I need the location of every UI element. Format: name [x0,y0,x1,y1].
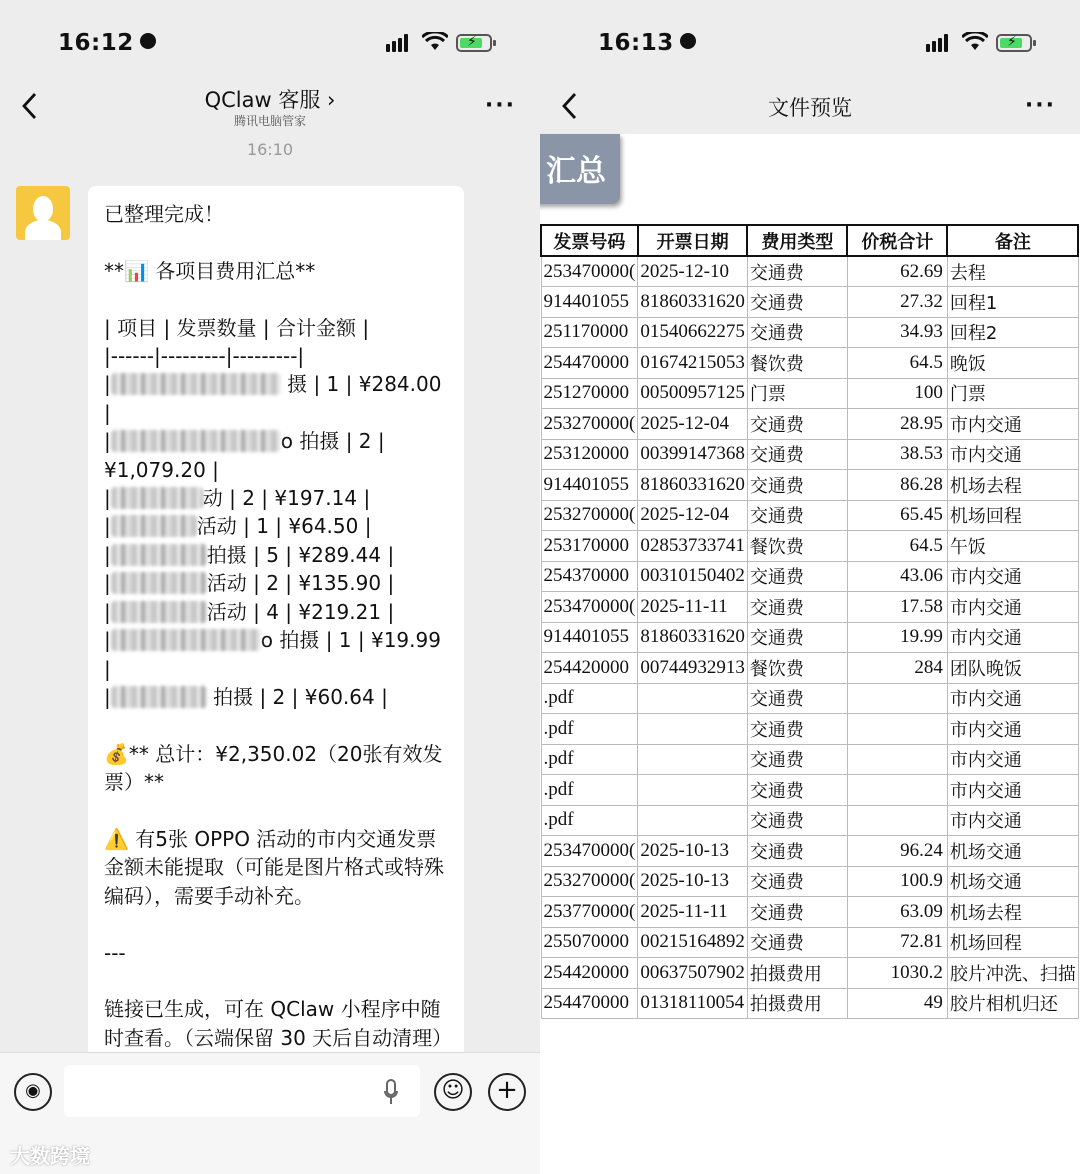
table-row [541,744,1078,775]
cell-invoice-no[interactable]: 254420000 [541,653,638,684]
cell-invoice-no[interactable]: .pdf [541,775,638,806]
cell-invoice-date[interactable]: 81860331620 [638,622,748,653]
cell-invoice-no[interactable]: .pdf [541,683,638,714]
plus-button[interactable]: + [488,1073,526,1111]
cell-note[interactable]: 回程2 [947,317,1078,348]
avatar[interactable] [16,186,70,240]
cell-expense-type[interactable]: 门票 [747,378,847,409]
table-row [541,500,1078,531]
header-total-amount: 价税合计 [847,225,947,256]
md-table-row: | 活动 | 1 | ¥64.50 | [104,514,372,539]
md-table-row: | 拍摄 | 5 | ¥289.44 | [104,542,395,567]
header-note: 备注 [947,225,1078,256]
cell-total-amount[interactable]: 63.09 [847,897,947,928]
cell-invoice-date[interactable] [638,775,748,806]
cell-total-amount[interactable]: 1030.2 [847,958,947,989]
header-invoice-date: 开票日期 [638,225,748,256]
cell-invoice-date[interactable] [638,714,748,745]
cell-expense-type[interactable]: 餐饮费 [747,531,847,562]
cell-invoice-date[interactable] [638,744,748,775]
cell-invoice-no[interactable]: 253270000( [541,500,638,531]
cell-total-amount[interactable]: 100.9 [847,866,947,897]
cell-expense-type[interactable]: 交通费 [747,500,847,531]
cell-invoice-date[interactable]: 01674215053 [638,348,748,379]
cell-expense-type[interactable]: 交通费 [747,836,847,867]
table-row [541,683,1078,714]
cell-total-amount[interactable]: 86.28 [847,470,947,501]
cell-invoice-date[interactable]: 2025-10-13 [638,836,748,867]
cell-note[interactable]: 市内交通 [947,409,1078,440]
cell-total-amount[interactable]: 284 [847,653,947,684]
message-timestamp: 16:10 [246,140,294,159]
header-invoice-no: 发票号码 [541,225,638,256]
cell-invoice-no[interactable]: 253120000 [541,439,638,470]
cell-note[interactable]: 去程 [947,256,1078,287]
cell-invoice-no[interactable]: 253770000( [541,897,638,928]
cell-invoice-date[interactable] [638,683,748,714]
md-table-row: | o 拍摄 | 1 | ¥19.99 | [104,628,448,681]
md-table-row: | 活动 | 4 | ¥219.21 | [104,599,395,624]
cell-invoice-date[interactable]: 2025-10-13 [638,866,748,897]
chart-icon: 📊 [124,258,149,283]
total-line: 💰** 总计：¥2,350.02（20张有效发票）** [104,741,443,795]
table-row [541,866,1078,897]
table-row [541,622,1078,653]
cell-invoice-date[interactable]: 81860331620 [638,287,748,318]
cell-note[interactable]: 市内交通 [947,714,1078,745]
microphone-icon[interactable] [384,1079,398,1107]
table-row [541,470,1078,501]
cell-invoice-no[interactable]: 914401055 [541,470,638,501]
cell-total-amount[interactable] [847,805,947,836]
more-button[interactable]: ··· [484,93,516,118]
cell-invoice-date[interactable]: 00637507902 [638,958,748,989]
cell-invoice-no[interactable]: 251270000 [541,378,638,409]
table-row [541,897,1078,928]
cell-expense-type[interactable]: 交通费 [747,256,847,287]
cell-total-amount[interactable]: 49 [847,988,947,1019]
more-button[interactable]: ··· [1024,93,1056,118]
cell-total-amount[interactable]: 62.69 [847,256,947,287]
cell-note[interactable]: 市内交通 [947,805,1078,836]
cell-expense-type[interactable]: 交通费 [747,714,847,745]
table-row [541,287,1078,318]
cell-total-amount[interactable]: 28.95 [847,409,947,440]
message-done-line: 已整理完成！ [104,202,224,226]
cell-total-amount[interactable] [847,683,947,714]
chevron-right-icon: › [327,88,336,112]
table-row [541,775,1078,806]
cell-note[interactable]: 机场交通 [947,866,1078,897]
cell-note[interactable]: 市内交通 [947,775,1078,806]
money-bag-icon: 💰 [104,741,129,766]
md-table-row: | 动 | 2 | ¥197.14 | [104,486,371,511]
cell-expense-type[interactable]: 交通费 [747,470,847,501]
cell-invoice-no[interactable]: 254470000 [541,348,638,379]
table-row [541,836,1078,867]
chat-subtitle: 腾讯电脑管家 [233,114,306,128]
cell-note[interactable]: 团队晚饭 [947,653,1078,684]
cell-invoice-no[interactable]: 253270000( [541,409,638,440]
cell-invoice-date[interactable]: 2025-12-04 [638,409,748,440]
cell-invoice-no[interactable]: 914401055 [541,287,638,318]
cell-note[interactable]: 机场去程 [947,470,1078,501]
cell-total-amount[interactable]: 72.81 [847,927,947,958]
cell-expense-type[interactable]: 交通费 [747,866,847,897]
cell-note[interactable]: 市内交通 [947,622,1078,653]
table-row [541,439,1078,470]
table-row [541,256,1078,287]
cell-invoice-date[interactable] [638,805,748,836]
message-input[interactable] [64,1065,420,1117]
cell-total-amount[interactable]: 19.99 [847,622,947,653]
cell-total-amount[interactable]: 38.53 [847,439,947,470]
table-row [541,958,1078,989]
cell-note[interactable]: 机场回程 [947,500,1078,531]
header-expense-type: 费用类型 [747,225,847,256]
md-table-row: | o 拍摄 | 2 | ¥1,079.20 | [104,429,391,482]
cell-expense-type[interactable]: 交通费 [747,622,847,653]
divider-text: --- [104,940,126,965]
table-row [541,714,1078,745]
table-row [541,317,1078,348]
cell-expense-type[interactable]: 交通费 [747,592,847,623]
cell-total-amount[interactable]: 27.32 [847,287,947,318]
md-table-header: | 项目 | 发票数量 | 合计金额 | [104,315,370,340]
chat-nav-bar [0,80,540,134]
cell-invoice-date[interactable]: 2025-11-11 [638,592,748,623]
summary-heading: **📊 各项目费用汇总** [104,258,316,283]
md-table-separator: |------|---------|---------| [104,344,305,369]
cell-invoice-no[interactable]: 254420000 [541,958,638,989]
preview-top-bar [540,0,1080,134]
page-title: 文件预览 [768,96,852,120]
cell-expense-type[interactable]: 餐饮费 [747,348,847,379]
cell-invoice-no[interactable]: 253470000( [541,256,638,287]
cell-note[interactable]: 机场回程 [947,927,1078,958]
invoice-table [540,224,1079,1019]
cell-note[interactable]: 门票 [947,378,1078,409]
cell-expense-type[interactable]: 交通费 [747,897,847,928]
cell-invoice-date[interactable]: 00744932913 [638,653,748,684]
table-row [541,378,1078,409]
cell-total-amount[interactable] [847,714,947,745]
wifi-icon [422,32,448,52]
cell-invoice-no[interactable]: .pdf [541,805,638,836]
cell-total-amount[interactable]: 64.5 [847,531,947,562]
cell-invoice-no[interactable]: 253470000( [541,592,638,623]
cell-total-amount[interactable]: 43.06 [847,561,947,592]
cell-invoice-date[interactable]: 2025-11-11 [638,897,748,928]
link-note: 链接已生成，可在 QClaw 小程序中随时查看。（云端保留 30 天后自动清理） [104,997,453,1050]
cell-total-amount[interactable] [847,744,947,775]
cell-note[interactable]: 市内交通 [947,744,1078,775]
cell-invoice-date[interactable]: 00215164892 [638,927,748,958]
cell-total-amount[interactable]: 96.24 [847,836,947,867]
cell-invoice-date[interactable]: 00500957125 [638,378,748,409]
file-preview-screen [540,0,1080,1174]
voice-mode-button[interactable]: ◉ [14,1073,52,1111]
cell-invoice-no[interactable]: 253470000( [541,836,638,867]
table-row [541,409,1078,440]
cell-note[interactable]: 市内交通 [947,683,1078,714]
cell-total-amount[interactable]: 17.58 [847,592,947,623]
cell-total-amount[interactable] [847,775,947,806]
cell-note[interactable]: 回程1 [947,287,1078,318]
battery-icon: ⚡ [456,34,492,52]
cell-invoice-no[interactable]: 254470000 [541,988,638,1019]
cell-invoice-no[interactable]: .pdf [541,744,638,775]
signal-icon [926,34,954,52]
cell-expense-type[interactable]: 交通费 [747,744,847,775]
table-row [541,805,1078,836]
cell-expense-type[interactable]: 拍摄费用 [747,958,847,989]
emoji-button[interactable]: ☺ [434,1073,472,1111]
cell-invoice-date[interactable]: 02853733741 [638,531,748,562]
cell-total-amount[interactable]: 34.93 [847,317,947,348]
status-time: 16:13 [598,30,696,56]
cell-invoice-no[interactable]: 253270000( [541,866,638,897]
battery-icon: ⚡ [996,34,1032,52]
table-row [541,653,1078,684]
cell-expense-type[interactable]: 交通费 [747,805,847,836]
cell-invoice-date[interactable]: 2025-12-04 [638,500,748,531]
table-row [541,927,1078,958]
cell-note[interactable]: 机场去程 [947,897,1078,928]
cell-expense-type[interactable]: 交通费 [747,287,847,318]
cell-total-amount[interactable]: 64.5 [847,348,947,379]
chat-title[interactable]: QClaw 客服 › [204,88,336,112]
cell-invoice-date[interactable]: 81860331620 [638,470,748,501]
warning-icon: ⚠️ [104,826,129,851]
cell-expense-type[interactable]: 交通费 [747,683,847,714]
cell-expense-type[interactable]: 交通费 [747,775,847,806]
table-row [541,531,1078,562]
table-row [541,561,1078,592]
message-bubble[interactable] [88,186,464,1066]
cell-invoice-date[interactable]: 01318110054 [638,988,748,1019]
cell-invoice-no[interactable]: 255070000 [541,927,638,958]
cell-invoice-date[interactable]: 00310150402 [638,561,748,592]
cell-expense-type[interactable]: 交通费 [747,409,847,440]
cell-invoice-no[interactable]: 914401055 [541,622,638,653]
cell-invoice-date[interactable]: 00399147368 [638,439,748,470]
cell-note[interactable]: 市内交通 [947,439,1078,470]
md-table-row: | 活动 | 2 | ¥135.90 | [104,571,395,596]
cell-total-amount[interactable]: 65.45 [847,500,947,531]
cell-note[interactable]: 胶片冲洗、扫描 [947,958,1078,989]
cell-note[interactable]: 午饭 [947,531,1078,562]
cell-note[interactable]: 胶片相机归还 [947,988,1078,1019]
md-table-row: | 摄 | 1 | ¥284.00 | [104,372,448,425]
cell-note[interactable]: 市内交通 [947,561,1078,592]
cell-expense-type[interactable]: 拍摄费用 [747,988,847,1019]
cell-note[interactable]: 机场交通 [947,836,1078,867]
cell-invoice-no[interactable]: 253170000 [541,531,638,562]
table-row [541,592,1078,623]
status-bar [0,0,540,80]
sheet-tab-summary[interactable]: 汇总 [540,134,620,204]
status-time: 16:12 [58,30,156,56]
table-row [541,988,1078,1019]
cell-note[interactable]: 市内交通 [947,592,1078,623]
cell-invoice-date[interactable]: 2025-12-10 [638,256,748,287]
cell-expense-type[interactable]: 交通费 [747,927,847,958]
md-table-row: | 拍摄 | 2 | ¥60.64 | [104,684,388,709]
warning-line: ⚠️ 有5张 OPPO 活动的市内交通发票金额未能提取（可能是图片格式或特殊编码），需要手动补充。 [104,826,444,908]
cell-expense-type[interactable]: 餐饮费 [747,653,847,684]
cell-expense-type[interactable]: 交通费 [747,317,847,348]
cell-expense-type[interactable]: 交通费 [747,561,847,592]
watermark: 大数跨境 [10,1144,90,1168]
cell-total-amount[interactable]: 100 [847,378,947,409]
signal-icon [386,34,414,52]
cell-expense-type[interactable]: 交通费 [747,439,847,470]
cell-invoice-date[interactable]: 01540662275 [638,317,748,348]
cell-note[interactable]: 晚饭 [947,348,1078,379]
cell-invoice-no[interactable]: 251170000 [541,317,638,348]
cell-invoice-no[interactable]: .pdf [541,714,638,745]
table-row [541,348,1078,379]
wifi-icon [962,32,988,52]
cell-invoice-no[interactable]: 254370000 [541,561,638,592]
